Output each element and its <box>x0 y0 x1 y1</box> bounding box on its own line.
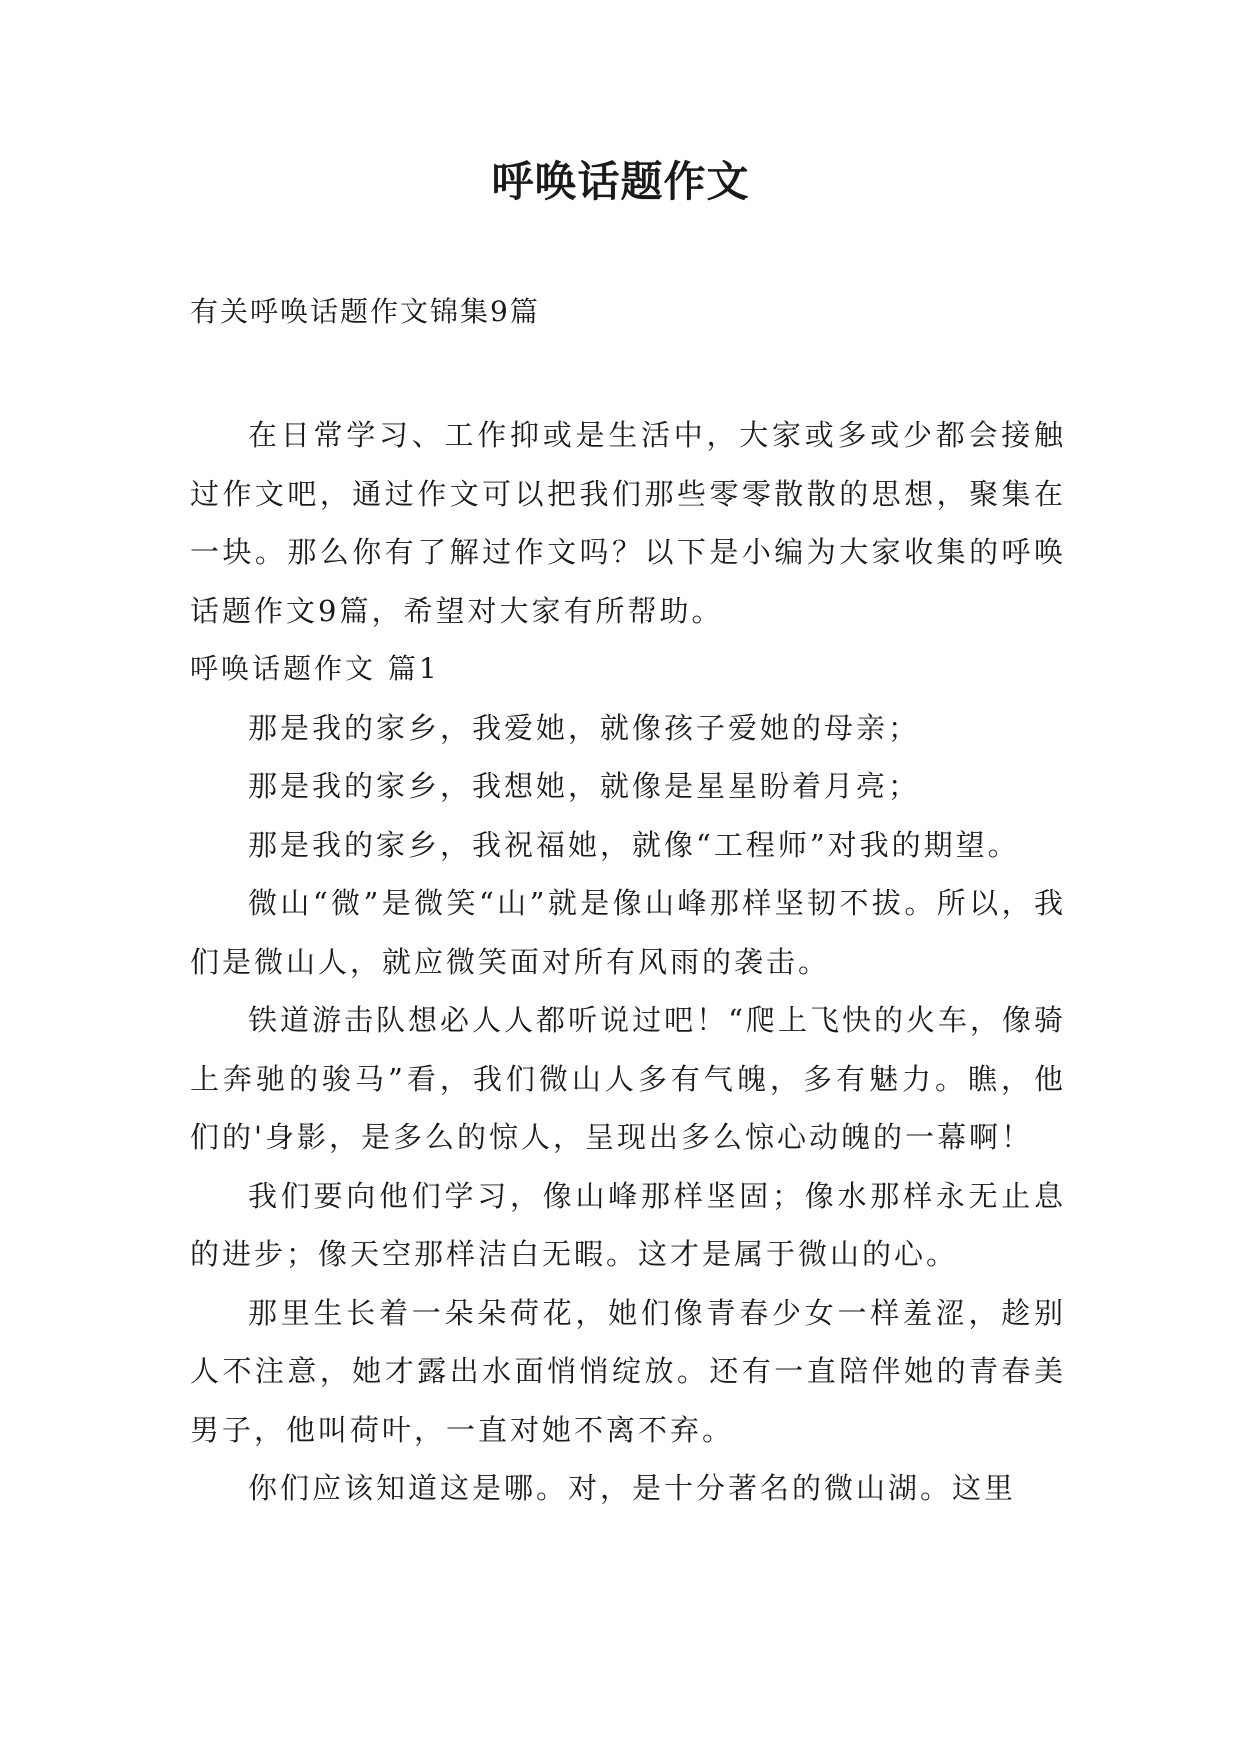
section-heading: 呼唤话题作文 篇1 <box>190 652 440 685</box>
body-paragraph: 那里生长着一朵朵荷花，她们像青春少女一样羞涩，趁别人不注意，她才露出水面悄悄绽放。还有一直陪伴她的青春美男子，他叫荷叶，一直对她不离不弃。 <box>190 1295 1066 1447</box>
body-paragraph: 我们要向他们学习，像山峰那样坚固；像水那样永无止息的进步；像天空那样洁白无暇。这才是属于微山的心。 <box>190 1178 1066 1271</box>
document-title: 呼唤话题作文 <box>491 157 750 206</box>
body-paragraph: 那是我的家乡，我爱她，就像孩子爱她的母亲； <box>248 710 921 745</box>
document-subtitle: 有关呼唤话题作文锦集9篇 <box>190 295 540 328</box>
body-paragraph: 在日常学习、工作抑或是生活中，大家或多或少都会接触过作文吧，通过作文可以把我们那些零零散散的思想，聚集在一块。那么你有了解过作文吗？以下是小编为大家收集的呼唤话题作文9篇，希望对大家有所帮助。 <box>190 418 1066 628</box>
document-body <box>190 406 1066 1518</box>
body-paragraph: 那是我的家乡，我想她，就像是星星盼着月亮； <box>248 769 921 803</box>
body-paragraph: 那是我的家乡，我祝福她，就像“工程师”对我的期望。 <box>248 827 1020 862</box>
body-paragraph: 你们应该知道这是哪。对，是十分著名的微山湖。这里 <box>248 1471 1017 1505</box>
body-paragraph: 铁道游击队想必人人都听说过吧！“爬上飞快的火车，像骑上奔驰的骏马”看，我们微山人多有气魄，多有魅力。瞧，他们的'身影，是多么的惊人，呈现出多么惊心动魄的一幕啊！ <box>190 1003 1066 1154</box>
body-paragraph: 微山“微”是微笑“山”就是像山峰那样坚韧不拔。所以，我们是微山人，就应微笑面对所有风雨的袭击。 <box>190 886 1066 979</box>
